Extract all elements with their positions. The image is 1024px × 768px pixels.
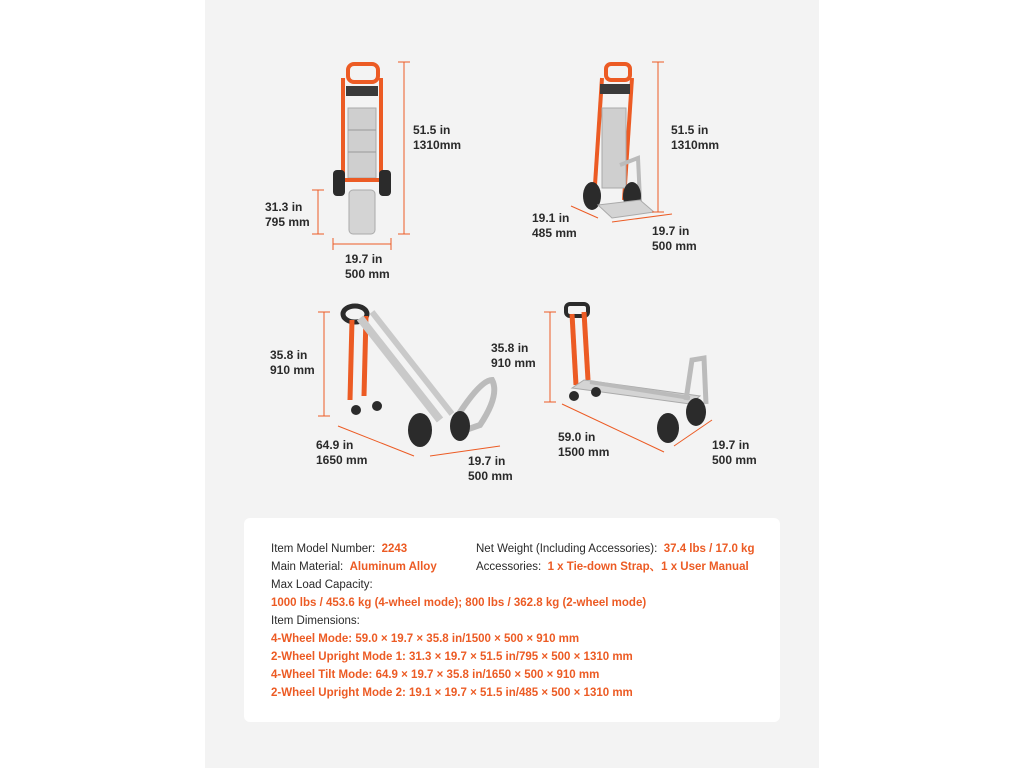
spec-weight: Net Weight (Including Accessories): 37.4 lbs / 17.0 kg xyxy=(476,543,755,555)
dim-v1-width: 19.7 in 500 mm xyxy=(345,252,390,281)
dim-v3-width: 19.7 in 500 mm xyxy=(468,454,513,483)
spec-mode-tilt: 4-Wheel Tilt Mode: 64.9 × 19.7 × 35.8 in/1650 × 500 × 910 mm xyxy=(271,669,600,681)
spec-accessories: Accessories: 1 x Tie-down Strap、1 x User Manual xyxy=(476,561,749,573)
spec-mode-4wheel: 4-Wheel Mode: 59.0 × 19.7 × 35.8 in/1500 × 500 × 910 mm xyxy=(271,633,580,645)
dim-v1-height: 51.5 in 1310mm xyxy=(413,123,462,152)
dim-v2-height: 51.5 in 1310mm xyxy=(671,123,720,152)
dim-v3-length: 64.9 in 1650 mm xyxy=(316,438,368,467)
truck-4-wheel-mode xyxy=(566,304,706,443)
truck-tilt-mode xyxy=(343,306,494,447)
truck-upright-angled xyxy=(583,64,654,218)
spec-dims-label: Item Dimensions: xyxy=(271,615,360,627)
spec-model: Item Model Number: 2243 xyxy=(271,543,408,555)
dim-v4-height: 35.8 in 910 mm xyxy=(491,341,536,370)
truck-upright-front xyxy=(333,64,391,234)
dim-v3-height: 35.8 in 910 mm xyxy=(270,348,315,377)
spec-mode-upright-1: 2-Wheel Upright Mode 1: 31.3 × 19.7 × 51.5 in/795 × 500 × 1310 mm xyxy=(271,651,633,663)
dim-v2-width: 19.7 in 500 mm xyxy=(652,224,697,253)
spec-mode-upright-2: 2-Wheel Upright Mode 2: 19.1 × 19.7 × 51.5 in/485 × 500 × 1310 mm xyxy=(271,687,633,699)
dim-v4-width: 19.7 in 500 mm xyxy=(712,438,757,467)
spec-material: Main Material: Aluminum Alloy xyxy=(271,561,437,573)
spec-load-label: Max Load Capacity: xyxy=(271,579,373,591)
spec-load-value: 1000 lbs / 453.6 kg (4-wheel mode); 800 lbs / 362.8 kg (2-wheel mode) xyxy=(271,597,647,609)
dim-v1-handle: 31.3 in 795 mm xyxy=(265,200,310,229)
dim-v2-depth: 19.1 in 485 mm xyxy=(532,211,577,240)
dim-v4-length: 59.0 in 1500 mm xyxy=(558,430,610,459)
